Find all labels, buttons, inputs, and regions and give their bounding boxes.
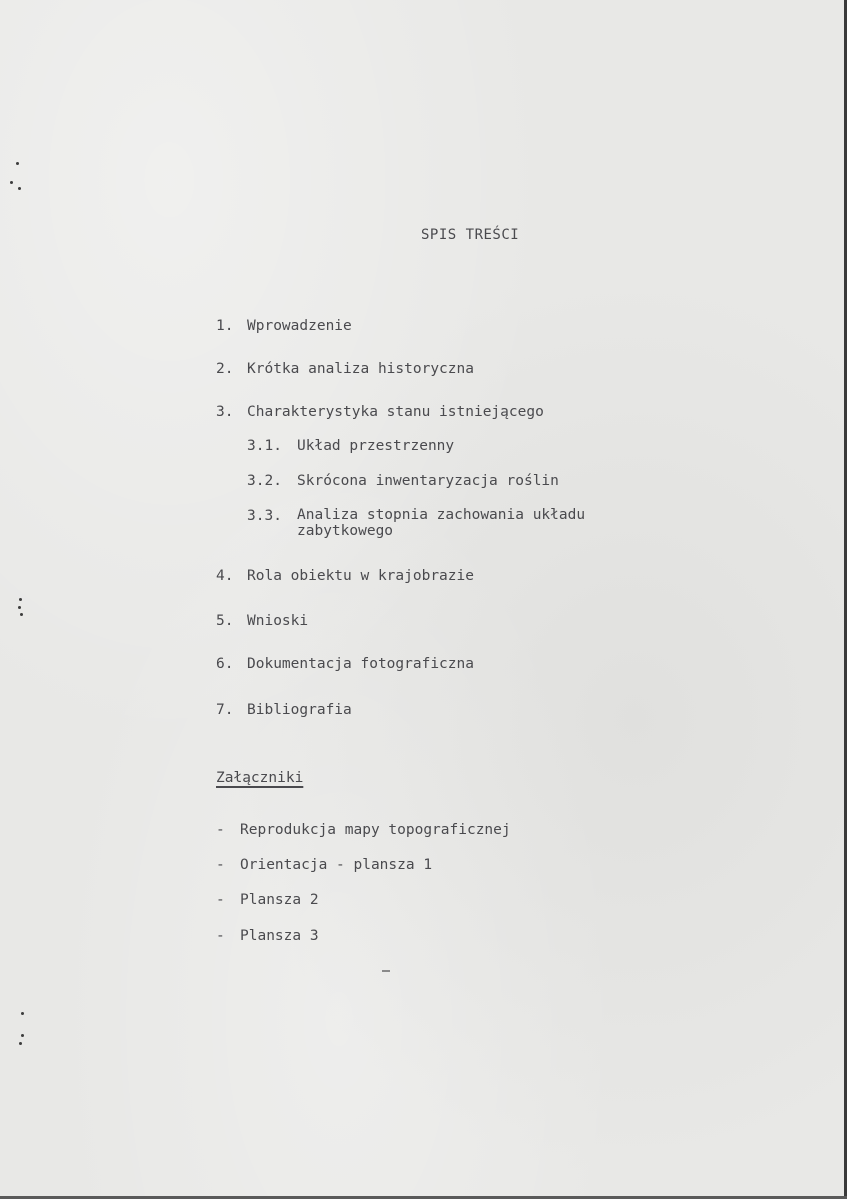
binding-mark <box>18 187 21 190</box>
toc-entry-number: 3. <box>216 404 234 420</box>
dash-bullet: - <box>216 822 225 838</box>
toc-entry-text: Krótka analiza historyczna <box>247 361 474 377</box>
toc-entry-text: Bibliografia <box>247 702 352 718</box>
binding-mark <box>10 181 13 184</box>
binding-mark <box>16 162 19 165</box>
toc-subentry <box>247 472 559 490</box>
toc-entry <box>216 317 352 335</box>
attachment-text: Orientacja - plansza 1 <box>240 857 433 873</box>
binding-mark <box>19 1042 22 1045</box>
toc-subentry <box>247 437 454 455</box>
toc-entry <box>216 701 352 719</box>
attachment-item <box>216 891 319 909</box>
toc-entry-number: 3.1. <box>247 438 282 454</box>
toc-entry-text: Analiza stopnia zachowania układu zabytkowego <box>297 507 586 539</box>
binding-mark <box>19 598 22 601</box>
toc-entry-number: 3.3. <box>247 508 282 524</box>
toc-entry-text: Wprowadzenie <box>247 318 352 334</box>
toc-entry-number: 3.2. <box>247 473 282 489</box>
binding-mark <box>21 1034 24 1037</box>
toc-entry-number: 2. <box>216 361 234 377</box>
attachment-text: Plansza 3 <box>240 928 319 944</box>
dash-bullet: - <box>216 857 225 873</box>
toc-subentry <box>247 507 657 539</box>
toc-entry <box>216 655 474 673</box>
toc-entry <box>216 403 544 421</box>
attachments-header: Załączniki <box>216 770 304 786</box>
toc-entry-text: Wnioski <box>247 613 309 629</box>
attachment-item <box>216 821 511 839</box>
toc-entry-number: 7. <box>216 702 234 718</box>
toc-entry <box>216 567 474 585</box>
attachment-text: Reprodukcja mapy topograficznej <box>240 822 511 838</box>
attachment-text: Plansza 2 <box>240 892 319 908</box>
attachment-item <box>216 927 319 945</box>
toc-entry-number: 1. <box>216 318 234 334</box>
toc-entry-text: Rola obiektu w krajobrazie <box>247 568 474 584</box>
toc-entry-text: Układ przestrzenny <box>297 438 455 454</box>
page-title: SPIS TREŚCI <box>421 227 520 243</box>
dash-bullet: - <box>216 928 225 944</box>
toc-entry-number: 5. <box>216 613 234 629</box>
toc-entry-text: Dokumentacja fotograficzna <box>247 656 474 672</box>
toc-entry-number: 4. <box>216 568 234 584</box>
binding-mark <box>18 606 21 609</box>
ink-smudge <box>382 970 390 972</box>
toc-entry-text: Skrócona inwentaryzacja roślin <box>297 473 559 489</box>
binding-mark <box>20 613 23 616</box>
toc-entry <box>216 360 474 378</box>
binding-mark <box>21 1012 24 1015</box>
dash-bullet: - <box>216 892 225 908</box>
toc-entry-text: Charakterystyka stanu istniejącego <box>247 404 544 420</box>
toc-entry-number: 6. <box>216 656 234 672</box>
toc-entry <box>216 612 308 630</box>
attachment-item <box>216 856 432 874</box>
